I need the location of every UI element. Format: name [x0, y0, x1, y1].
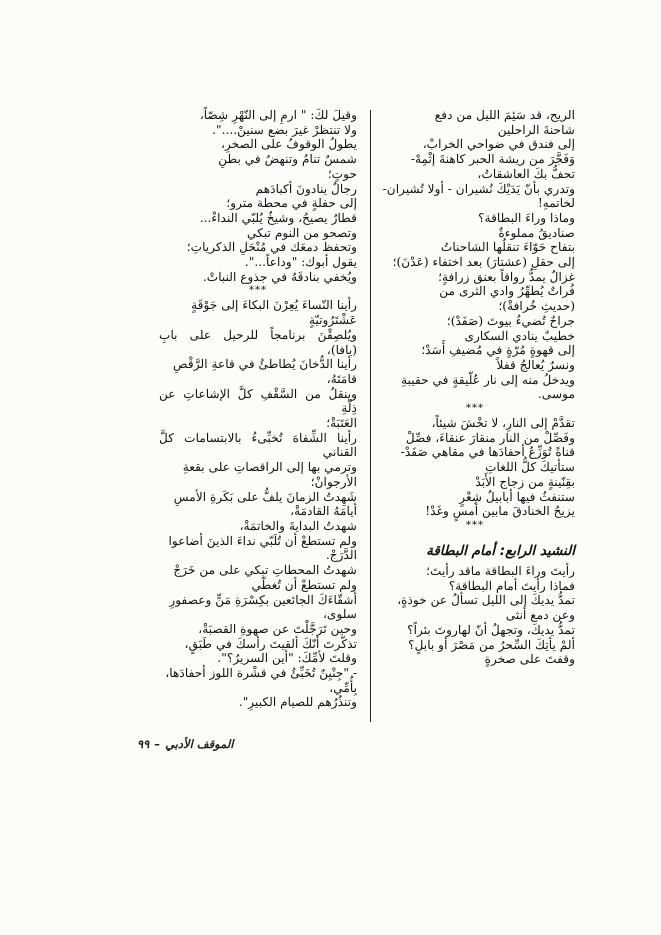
poem-line: يزيحُ الخنادقَ مابين أمسٍ وغَدْ!: [425, 504, 575, 519]
poem-line: (حديثِ خُرافةْ)؛: [498, 299, 575, 314]
poem-line: شَهِدتُ الزمانَ يلفُّ على بَكَرةِ الأمسِ: [173, 489, 357, 504]
poem-stanza-right-b: [375, 416, 575, 519]
poem-stanza-right-a: [375, 108, 575, 402]
magazine-name: الموقف الأدبي: [165, 737, 234, 751]
poem-line: ولا تنتظرْ غيرَ بضع سنينْ....".: [212, 122, 357, 137]
column-divider: [370, 110, 371, 722]
poem-line: رأيتَ وراءَ البطاقة ماقد رأيتَ؛: [426, 563, 575, 578]
poem-line: عَشْتَرُوتيّةٍ: [308, 313, 357, 328]
poem-line: بقِنّينةٍ من زجاج الأَبَدْ: [475, 474, 575, 489]
poem-line: سلوى،: [322, 607, 357, 622]
poem-line: قطارٌ يصيحُ، وشيخٌ يُلبّي النداءْ...: [199, 210, 357, 225]
poem-line: بتفاح حَوّاءَ تنقلُها الشاحناتُ: [440, 240, 575, 255]
poem-line: ويُلصِقْنَ برنامجاً للرحيل على بابِ (يافا)،: [159, 327, 357, 357]
poem-stanza-left-b: [159, 298, 357, 710]
poem-line: قامَتَهُ،: [326, 371, 357, 386]
poem-line: العَتَبَةْ؛: [326, 416, 357, 431]
page-number: ٩٩: [137, 737, 150, 751]
poem-line: رأينا النّساءَ يُعِرْنَ البكاءَ إلى جَوْقَةٍ: [191, 298, 357, 313]
poem-line: صناديقُ مملوءةٌ: [498, 225, 575, 240]
poem-line: تقدَّمْ إلى النارِ، لا تخْشَ شيئاً،: [431, 416, 575, 431]
poem-line: تمدُّ يديكَ إلى الليل تسألُ عن خوذةٍ،: [397, 593, 575, 608]
poem-line: شهدتُ البدايةَ والخاتمَةْ،: [239, 518, 357, 533]
poem-line: فُراتٌ يُطهِّرُ وادي الثرى من: [439, 284, 575, 299]
poem-line: أيامَهُ القادمَةْ،: [290, 504, 357, 519]
right-column: [375, 108, 575, 667]
poem-line: يطولُ الوقوفُ على الصخرِ،: [221, 137, 357, 152]
poem-line: ألمْ يأتِكَ السِّحرُ من مَصْرَ أو بابلٍ؟: [408, 637, 575, 652]
page-footer: [137, 737, 233, 751]
poem-line: موسى.: [537, 387, 575, 402]
poem-line: وتحفظ دمعَك في مُنْحَلِ الذكرياتِ؛: [186, 240, 357, 255]
poem-line: فماذا رأيتَ أمام البطاقة؟: [448, 578, 575, 593]
poem-line: شاحنةَ الراحلين: [497, 122, 575, 137]
poem-line: وتدري بأنّ يَدَيْكَ نُشيران - أولا تُشيران-: [382, 181, 575, 196]
poem-line: حوتٍ؛: [327, 166, 357, 181]
poem-line: الأرجوانْ؛: [310, 474, 357, 489]
poem-line: إلى قهوةٍ مُرّةٍ في مُضيفِ أَسَدْ؛: [421, 343, 575, 358]
poem-line: بِأُمِّي،: [329, 680, 357, 695]
poem-line: إلى فندق في ضواحي الخرابْ،: [422, 137, 575, 152]
poem-line: أشقّاءَكَ الجائعين بكِسْرَةِ مَنٍّ وعصفورِ: [169, 592, 357, 607]
poem-line: وقفتَ على صخرةٍ: [484, 652, 575, 667]
poem-line: - "جِنْيِنٌ تُخَبِّئُ في قشْرة اللوز أحفادَها،: [165, 666, 357, 681]
footer-separator: –: [154, 737, 161, 751]
poem-line: قناةً تُوَزِّعُ أحفادَها في مقاهي صَفَدْ-: [400, 445, 575, 460]
poem-line: وترمي بها إلى الراقصاتِ على بقعةِ: [182, 460, 357, 475]
poem-line: وتصحو من النوم تبكي: [246, 225, 357, 240]
left-column: [159, 108, 357, 710]
poem-line: شهدتُ المحطاتِ تبكي على من خَرَجْ: [173, 563, 357, 578]
poem-line: وقيلَ لكَ: " ارمِ إلى النّهْرِ شِصّاً،: [199, 108, 357, 122]
poem-line: خطيبٌ ينادي السكارى: [464, 328, 575, 343]
poem-line: ويُخفي بنادقَهُ في جذوع النباتْ.: [202, 269, 357, 284]
poem-line: تمدُّ يديكَ، وتجهلُ أنّ لهاروتَ بئراً؟: [407, 622, 575, 637]
poem-line: إلى حقلِ (عشتارَ) بعد اختفاء (عَدْنَ)؛: [392, 255, 575, 270]
poem-line: وَفَجَّرَ من ريشة الحبر كاهنةَ إثْمِهْ-: [410, 152, 575, 167]
poem-line: لخاتمهِ!: [537, 196, 575, 211]
poem-line: وحين تَرَجَّلْتَ عن صهوةِ القصبَةْ،: [198, 621, 357, 636]
poem-line: جراحٌ تُضيءُ بيوتَ (صَفَدْ)؛: [446, 313, 575, 328]
stanza-separator: ***: [466, 519, 484, 531]
stanza-separator: ***: [249, 285, 267, 297]
poem-line: وماذا وراءَ البطاقة؟: [478, 210, 575, 225]
poem-line: ستأتيكَ كلُّ اللغاتِ: [485, 460, 575, 475]
poem-line: رجالٌ ينادونَ أكبادَهم: [255, 181, 357, 196]
poem-line: يقول أبوك: "وداعاً...".: [244, 255, 357, 270]
poem-line: وعن دمع أنثى: [505, 608, 575, 623]
poem-line: وينقلُ من السَّقْفِ كلَّ الإشاعاتِ عن ذِلّةِ: [159, 386, 357, 416]
poem-line: ولم تستطعْ أن تُغطّي: [251, 577, 357, 592]
poem-line: الريح، قد سَئِمَ الليل من دفع: [434, 108, 575, 122]
stanza-separator: ***: [466, 403, 484, 415]
poem-line: ونسرٌ يُعالجُ قفلاً: [496, 357, 575, 372]
poem-line: الدَّرَجْ.: [325, 548, 357, 563]
poem-line: رأينا الشِّفاهَ تُخبِّىءُ بالابتسامات كلَّ القناني: [159, 430, 357, 460]
poem-line: رأينا الدُّخانَ يُطاطئُ في قاعةِ الرَّقْصِ: [173, 357, 357, 372]
poem-line: ويدخلُ منه إلى نار عُلّيقةٍ في حقيبةِ: [401, 372, 575, 387]
poem-line: وتنذُرُهم للصيام الكبيرِ".: [238, 695, 357, 710]
section-heading: النشيد الرابع: أمام البطاقة: [426, 542, 575, 559]
poem-line: ولم تستطعْ أن تُلَبّي نداءَ الذينَ أضاعوا: [168, 533, 357, 548]
poem-line: وقلتَ لأمِّكَ: "أين السريرُ؟".: [217, 651, 357, 666]
poem-line: ستنفثُ فيها أبابيلُ شِعْرٍ: [459, 489, 575, 504]
poem-line: شمسٌ تنامُ وتنهضُ في بطنِ: [218, 152, 357, 167]
poem-line: غزالٌ يمدُّ رواقاً بعنق زرافةٍ؛: [438, 269, 575, 284]
poem-line: وفَصِّلْ من النار منقارَ عنقاءَ، فصِّلْ: [405, 430, 575, 445]
poem-line: تذكّرتَ أنّكَ ألقيتَ رأسكَ في طَبَقٍ،: [184, 636, 357, 651]
poem-stanza-left-a: [159, 108, 357, 284]
poem-stanza-right-c: [375, 564, 575, 667]
poem-line: تحفُّ بكَ العاشقاتُ،: [477, 166, 575, 181]
poem-line: إلى حفلةٍ في محطة مترو؛: [226, 196, 357, 211]
